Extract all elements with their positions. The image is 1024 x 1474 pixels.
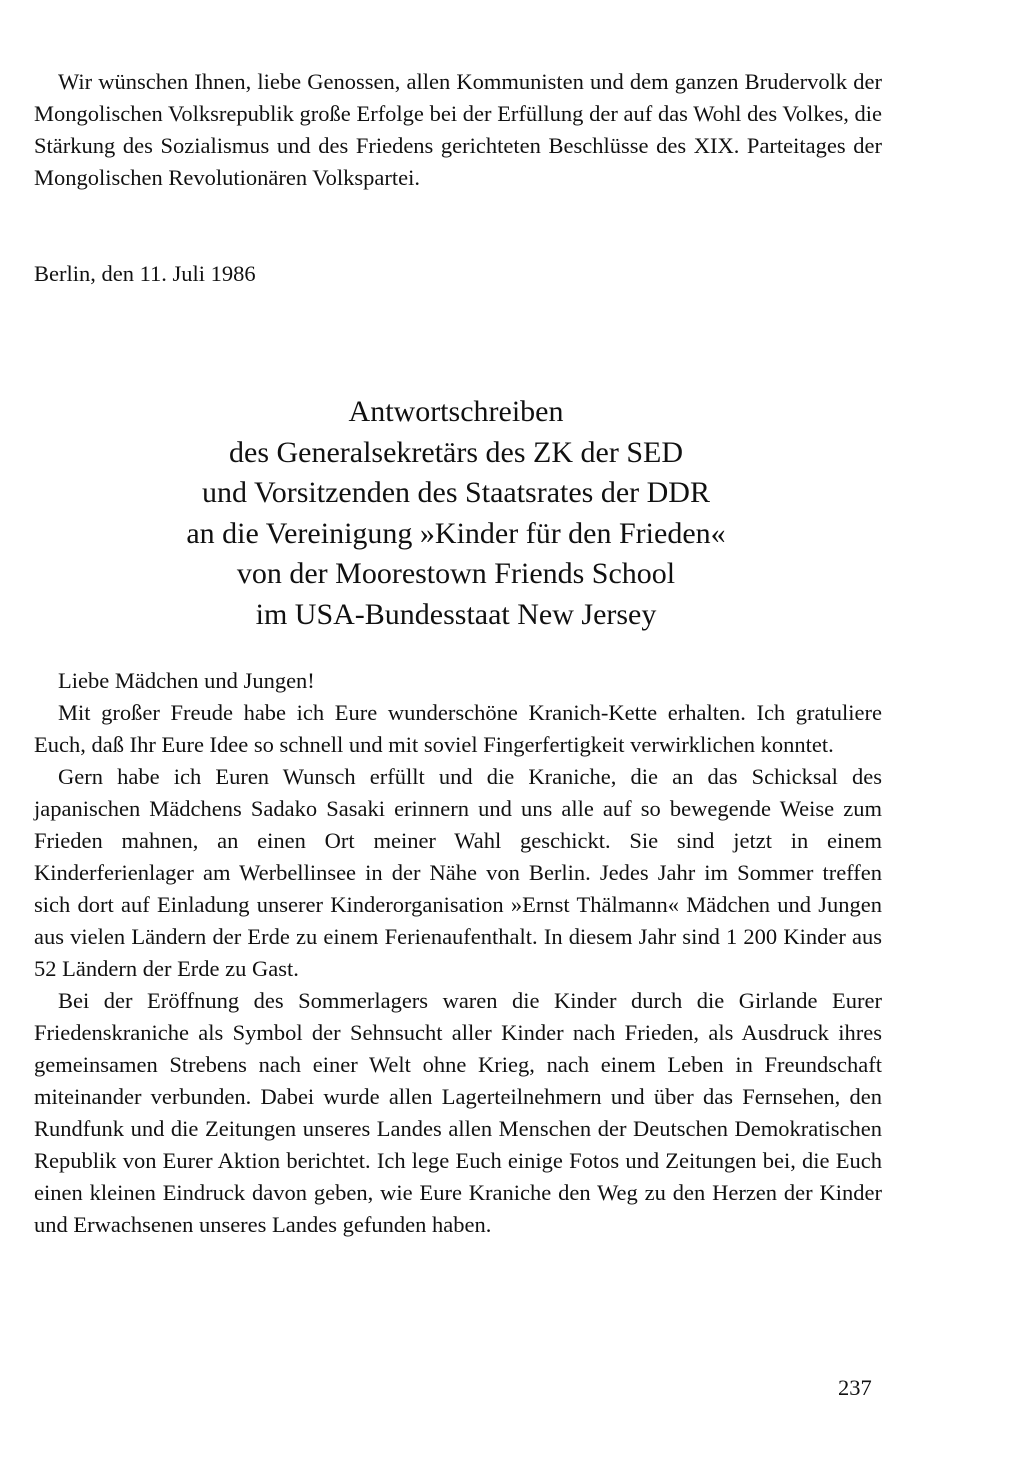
heading-line: Antwortschreiben xyxy=(348,395,564,428)
heading-line: im USA-Bundesstaat New Jersey xyxy=(255,597,657,631)
page-number: 237 xyxy=(838,1375,872,1400)
letter-body xyxy=(34,665,882,1241)
body-paragraph: Gern habe ich Euren Wunsch erfüllt und die Kraniche, die an das Schicksal des japanischen Mädchens Sadako Sasaki erinnern und uns alle auf so bewegende Weise zum Frieden mahnen, an einen Ort meiner Wahl geschickt. Sie sind jetzt in einem Kinderferienlager am Werbellinsee in der Nähe von Berlin. Jedes Jahr im Sommer treffen sich dort auf Einladung unserer Kinderorganisation »Ernst Thälmann« Mädchen und Jungen aus vielen Ländern der Erde zu einem Ferienaufenthalt. In diesem Jahr sind 1 200 Kinder aus 52 Ländern der Erde zu Gast. xyxy=(34,764,882,981)
heading-line: an die Vereinigung »Kinder für den Frieden« xyxy=(186,516,726,550)
dateline: Berlin, den 11. Juli 1986 xyxy=(34,261,256,286)
salutation: Liebe Mädchen und Jungen! xyxy=(58,668,315,693)
heading-line: des Generalsekretärs des ZK der SED xyxy=(229,435,683,469)
body-paragraph: Bei der Eröffnung des Sommerlagers waren die Kinder durch die Girlande Eurer Friedenskraniche als Symbol der Sehnsucht aller Kinder nach Frieden, als Ausdruck ihres gemeinsamen Strebens nach einer Welt ohne Krieg, nach einem Leben in Freundschaft miteinander verbunden. Dabei wurde allen Lagerteilnehmern und über das Fernsehen, den Rundfunk und die Zeitungen unseres Landes allen Menschen der Deutschen Demokratischen Republik von Eurer Aktion berichtet. Ich lege Euch einige Fotos und Zeitungen bei, die Euch einen kleinen Eindruck davon geben, wie Eure Kraniche den Weg zu den Herzen der Kinder und Erwachsenen unseres Landes gefunden haben. xyxy=(34,988,882,1237)
letter-heading xyxy=(60,392,852,635)
intro-paragraph: Wir wünschen Ihnen, liebe Genossen, allen Kommunisten und dem ganzen Brudervolk der Mongolischen Volksrepublik große Erfolge bei der Erfüllung der auf das Wohl des Volkes, die Stärkung des Sozialismus und des Friedens gerichteten Beschlüsse des XIX. Parteitages der Mongolischen Revolutionären Volkspartei. xyxy=(34,69,882,190)
body-paragraph: Mit großer Freude habe ich Eure wunderschöne Kranich-Kette erhalten. Ich gratuliere Euch, daß Ihr Eure Idee so schnell und mit soviel Fingerfertigkeit verwirklichen konntet. xyxy=(34,700,882,757)
heading-line: und Vorsitzenden des Staatsrates der DDR xyxy=(202,476,710,509)
heading-line: von der Moorestown Friends School xyxy=(236,557,676,590)
